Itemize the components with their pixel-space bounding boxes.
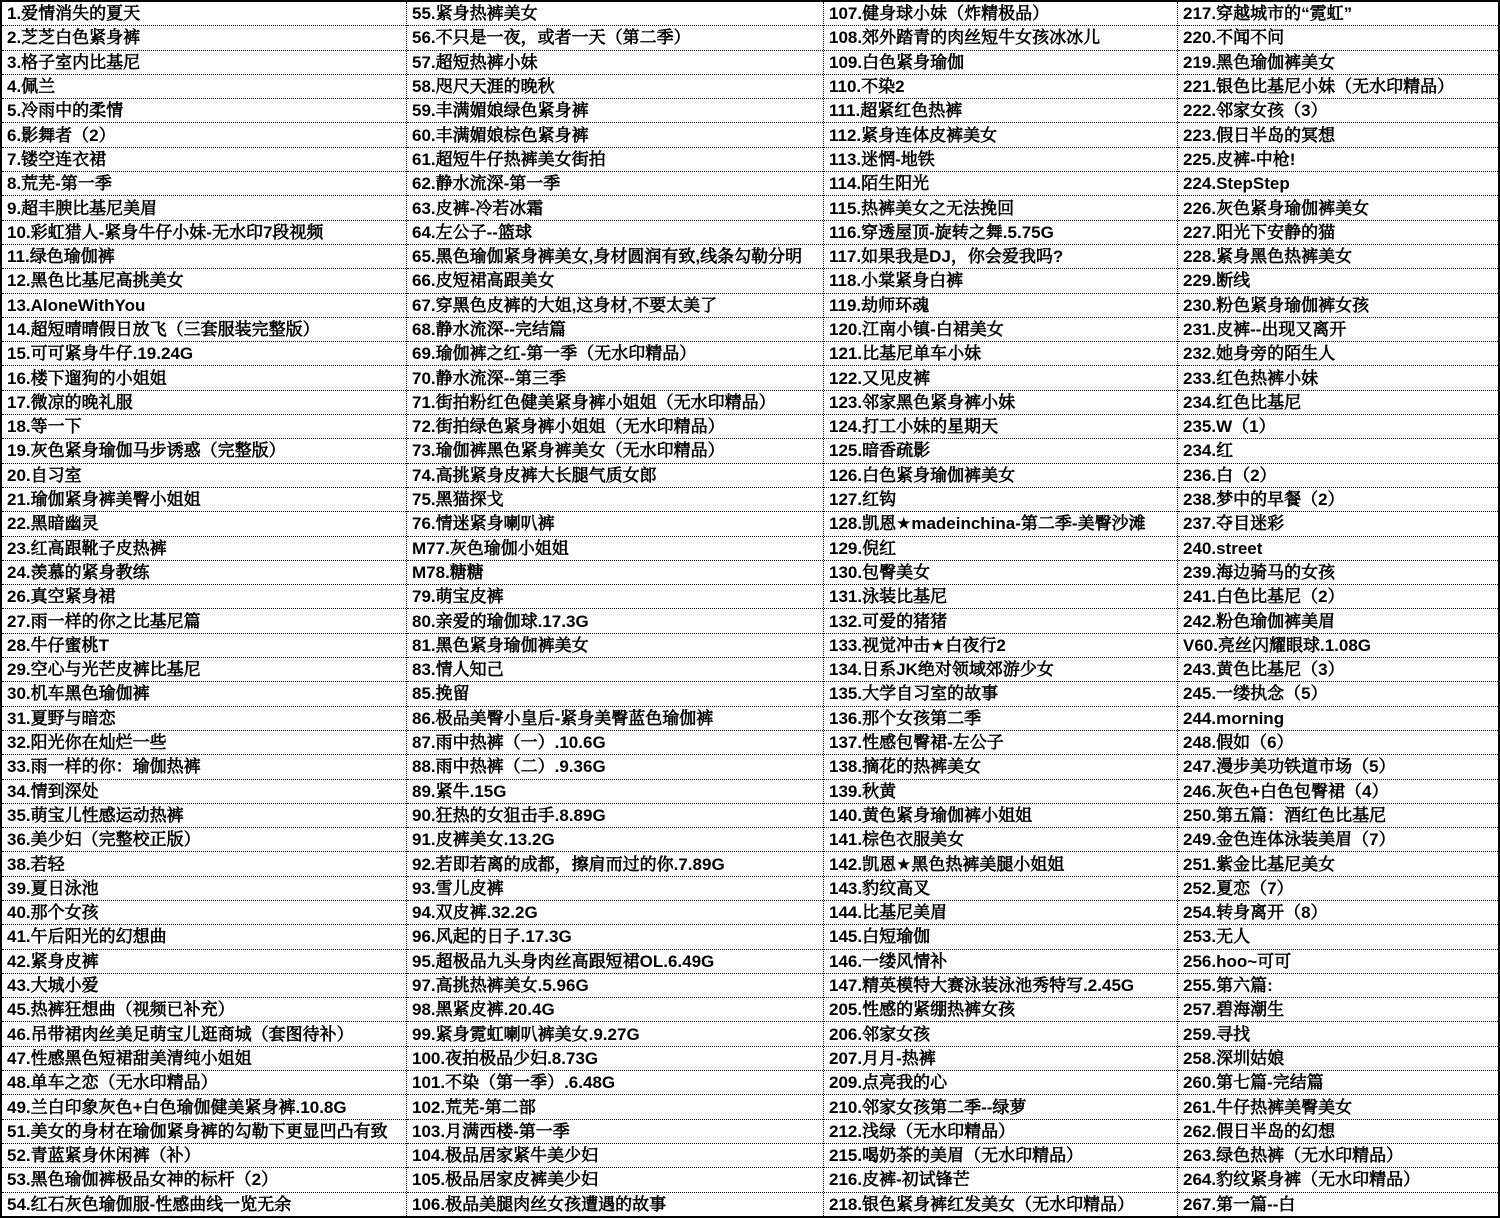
list-item[interactable]: 64.左公子--篮球 [407, 221, 823, 245]
list-item[interactable]: 138.摘花的热裤美女 [824, 755, 1177, 779]
list-item[interactable]: 57.超短热裤小妹 [407, 51, 823, 75]
list-item[interactable]: 215.喝奶茶的美眉（无水印精品） [824, 1144, 1177, 1168]
list-item[interactable]: 63.皮裤-冷若冰霜 [407, 196, 823, 220]
list-item[interactable]: 7.镂空连衣裙 [2, 148, 406, 172]
list-item[interactable]: M77.灰色瑜伽小姐姐 [407, 537, 823, 561]
table-column-1 [2, 2, 407, 1216]
list-item[interactable]: 43.大城小爱 [2, 974, 406, 998]
list-item[interactable]: 93.雪儿皮裤 [407, 877, 823, 901]
list-item[interactable]: 119.劫师环魂 [824, 294, 1177, 318]
list-item[interactable]: 105.极品居家皮裤美少妇 [407, 1168, 823, 1192]
list-item[interactable]: 109.白色紧身瑜伽 [824, 51, 1177, 75]
list-item[interactable]: 4.佩兰 [2, 75, 406, 99]
list-item[interactable]: 18.等一下 [2, 415, 406, 439]
list-item[interactable]: 129.倪红 [824, 537, 1177, 561]
list-item[interactable]: 223.假日半岛的冥想 [1178, 123, 1498, 147]
list-item[interactable]: 68.静水流深--完结篇 [407, 318, 823, 342]
list-item[interactable]: 89.紧牛.15G [407, 780, 823, 804]
list-item[interactable]: 239.海边骑马的女孩 [1178, 561, 1498, 585]
list-item[interactable]: 14.超短晴晴假日放飞（三套服装完整版） [2, 318, 406, 342]
list-item[interactable]: 41.午后阳光的幻想曲 [2, 925, 406, 949]
list-item[interactable]: 34.情到深处 [2, 780, 406, 804]
list-item[interactable]: 252.夏恋（7） [1178, 877, 1498, 901]
list-item[interactable]: 11.绿色瑜伽裤 [2, 245, 406, 269]
list-item[interactable]: 219.黑色瑜伽裤美女 [1178, 51, 1498, 75]
list-item[interactable]: 59.丰满媚娘绿色紧身裤 [407, 99, 823, 123]
list-item[interactable]: 87.雨中热裤（一）.10.6G [407, 731, 823, 755]
list-item[interactable]: 30.机车黑色瑜伽裤 [2, 682, 406, 706]
list-item[interactable]: 3.格子室内比基尼 [2, 51, 406, 75]
list-item[interactable]: 35.萌宝儿性感运动热裤 [2, 804, 406, 828]
list-item[interactable]: 31.夏野与暗恋 [2, 707, 406, 731]
list-item[interactable]: 73.瑜伽裤黑色紧身裤美女（无水印精品） [407, 439, 823, 463]
list-item[interactable]: 257.碧海潮生 [1178, 998, 1498, 1022]
list-item[interactable]: 267.第一篇--白 [1183, 1194, 1296, 1214]
list-item[interactable]: 230.粉色紧身瑜伽裤女孩 [1178, 294, 1498, 318]
list-item[interactable]: 229.断线 [1178, 269, 1498, 293]
list-item[interactable]: 263.绿色热裤（无水印精品） [1178, 1144, 1498, 1168]
list-item[interactable]: 97.高挑热裤美女.5.96G [407, 974, 823, 998]
list-item[interactable]: 80.亲爱的瑜伽球.17.3G [407, 609, 823, 633]
list-item[interactable]: 206.邻家女孩 [824, 1022, 1177, 1046]
list-item[interactable]: 94.双皮裤.32.2G [407, 901, 823, 925]
list-item[interactable]: 235.W（1） [1178, 415, 1498, 439]
list-item[interactable]: 232.她身旁的陌生人 [1178, 342, 1498, 366]
list-item[interactable]: 218.银色紧身裤红发美女（无水印精品） [829, 1194, 1135, 1214]
list-item[interactable]: 140.黄色紧身瑜伽裤小姐姐 [824, 804, 1177, 828]
list-item[interactable]: 71.街拍粉红色健美紧身裤小姐姐（无水印精品） [407, 391, 823, 415]
list-item[interactable]: 246.灰色+白色包臀裙（4） [1178, 780, 1498, 804]
list-item[interactable]: 75.黑猫探戈 [407, 488, 823, 512]
list-item[interactable]: 90.狂热的女狙击手.8.89G [407, 804, 823, 828]
list-item[interactable]: 262.假日半岛的幻想 [1178, 1120, 1498, 1144]
list-item[interactable]: 209.点亮我的心 [824, 1071, 1177, 1095]
list-item[interactable]: 253.无人 [1178, 925, 1498, 949]
list-item[interactable]: 9.超丰腴比基尼美眉 [2, 196, 406, 220]
list-item[interactable]: 117.如果我是DJ，你会爱我吗? [824, 245, 1177, 269]
list-item[interactable]: 81.黑色紧身瑜伽裤美女 [407, 634, 823, 658]
list-item[interactable]: 141.棕色衣服美女 [824, 828, 1177, 852]
list-item[interactable]: 86.极品美臀小皇后-紧身美臀蓝色瑜伽裤 [407, 707, 823, 731]
table-column-4 [1178, 2, 1498, 1216]
list-item[interactable]: 33.雨一样的你：瑜伽热裤 [2, 755, 406, 779]
list-item[interactable]: 39.夏日泳池 [2, 877, 406, 901]
list-item[interactable]: 220.不闻不问 [1178, 26, 1498, 50]
list-item[interactable]: 205.性感的紧绷热裤女孩 [824, 998, 1177, 1022]
list-item[interactable]: 142.凯恩★黑色热裤美腿小姐姐 [824, 852, 1177, 876]
list-item[interactable]: 221.银色比基尼小妹（无水印精品） [1178, 75, 1498, 99]
list-item[interactable]: 144.比基尼美眉 [824, 901, 1177, 925]
list-item[interactable]: 136.那个女孩第二季 [824, 707, 1177, 731]
list-item[interactable]: 116.穿透屋顶-旋转之舞.5.75G [824, 221, 1177, 245]
list-item[interactable]: 225.皮裤-中枪! [1178, 148, 1498, 172]
list-item[interactable]: 5.冷雨中的柔情 [2, 99, 406, 123]
list-item[interactable]: 79.萌宝皮裤 [407, 585, 823, 609]
list-item[interactable]: 264.豹纹紧身裤（无水印精品） [1178, 1168, 1498, 1192]
list-item[interactable]: 104.极品居家紧牛美少妇 [407, 1144, 823, 1168]
list-item[interactable]: 238.梦中的早餐（2） [1178, 488, 1498, 512]
list-item[interactable]: 244.morning [1178, 707, 1498, 731]
list-item[interactable]: 102.荒芜-第二部 [407, 1095, 823, 1119]
list-item[interactable]: 224.StepStep [1178, 172, 1498, 196]
list-item[interactable]: 21.瑜伽紧身裤美臀小姐姐 [2, 488, 406, 512]
list-item[interactable]: 66.皮短裙高跟美女 [407, 269, 823, 293]
list-item[interactable]: M78.糖糖 [407, 561, 823, 585]
list-item[interactable]: 131.泳装比基尼 [824, 585, 1177, 609]
list-item[interactable]: 245.一缕执念（5） [1178, 682, 1498, 706]
list-item[interactable]: 103.月满西楼-第一季 [407, 1120, 823, 1144]
list-item[interactable]: 47.性感黑色短裙甜美清纯小姐姐 [2, 1047, 406, 1071]
list-item[interactable]: 137.性感包臀裙-左公子 [824, 731, 1177, 755]
list-item[interactable]: 134.日系JK绝对领域郊游少女 [824, 658, 1177, 682]
list-item[interactable]: 250.第五篇：酒红色比基尼 [1178, 804, 1498, 828]
list-item[interactable]: 143.豹纹高叉 [824, 877, 1177, 901]
list-item[interactable]: 55.紧身热裤美女 [407, 2, 823, 26]
list-item[interactable]: 92.若即若离的成都，擦肩而过的你.7.89G [407, 852, 823, 876]
list-item[interactable]: 22.黑暗幽灵 [2, 512, 406, 536]
list-item[interactable]: 62.静水流深-第一季 [407, 172, 823, 196]
list-item[interactable]: 28.牛仔蜜桃T [2, 634, 406, 658]
list-item[interactable]: 111.超紧红色热裤 [824, 99, 1177, 123]
list-item[interactable]: 29.空心与光芒皮裤比基尼 [2, 658, 406, 682]
list-item[interactable]: 258.深圳姑娘 [1178, 1047, 1498, 1071]
list-item[interactable]: 240.street [1178, 537, 1498, 561]
list-item[interactable]: 51.美女的身材在瑜伽紧身裤的勾勒下更显凹凸有致 [2, 1120, 406, 1144]
list-item[interactable]: 118.小棠紧身白裤 [824, 269, 1177, 293]
list-item[interactable]: 70.静水流深--第三季 [407, 366, 823, 390]
list-item[interactable]: 242.粉色瑜伽裤美眉 [1178, 609, 1498, 633]
list-item[interactable]: 85.挽留 [407, 682, 823, 706]
list-item[interactable]: 231.皮裤--出现又离开 [1178, 318, 1498, 342]
list-item[interactable]: 124.打工小妹的星期天 [824, 415, 1177, 439]
list-item[interactable]: 226.灰色紧身瑜伽裤美女 [1178, 196, 1498, 220]
list-item[interactable]: 96.风起的日子.17.3G [407, 925, 823, 949]
list-item[interactable]: 113.迷惘-地铁 [824, 148, 1177, 172]
list-item[interactable]: 10.彩虹猎人-紧身牛仔小妹-无水印7段视频 [2, 221, 406, 245]
list-item[interactable]: 16.楼下遛狗的小姐姐 [2, 366, 406, 390]
list-item[interactable]: 72.街拍绿色紧身裤小姐姐（无水印精品） [407, 415, 823, 439]
list-item[interactable]: 112.紧身连体皮裤美女 [824, 123, 1177, 147]
list-item[interactable]: 61.超短牛仔热裤美女街拍 [407, 148, 823, 172]
list-item[interactable]: 40.那个女孩 [2, 901, 406, 925]
list-item[interactable]: 8.荒芜-第一季 [2, 172, 406, 196]
list-item[interactable]: 1.爱情消失的夏天 [2, 2, 406, 26]
list-item[interactable]: 45.热裤狂想曲（视频已补充） [2, 998, 406, 1022]
list-item[interactable]: 228.紧身黑色热裤美女 [1178, 245, 1498, 269]
list-item[interactable]: 53.黑色瑜伽裤极品女神的标杆（2） [2, 1168, 406, 1192]
list-item[interactable]: 237.夺目迷彩 [1178, 512, 1498, 536]
list-item[interactable]: 135.大学自习室的故事 [824, 682, 1177, 706]
list-item[interactable]: 91.皮裤美女.13.2G [407, 828, 823, 852]
list-item[interactable]: 236.白（2） [1178, 464, 1498, 488]
list-item[interactable]: 130.包臀美女 [824, 561, 1177, 585]
list-item[interactable]: 32.阳光你在灿烂一些 [2, 731, 406, 755]
list-item[interactable]: 23.红高跟靴子皮热裤 [2, 537, 406, 561]
list-item[interactable]: 247.漫步美功铁道市场（5） [1178, 755, 1498, 779]
list-item[interactable]: 48.单车之恋（无水印精品） [2, 1071, 406, 1095]
list-item[interactable]: 60.丰满媚娘棕色紧身裤 [407, 123, 823, 147]
list-item[interactable]: 249.金色连体泳装美眉（7） [1178, 828, 1498, 852]
list-item[interactable]: 17.微凉的晚礼服 [2, 391, 406, 415]
list-item[interactable]: V60.亮丝闪耀眼球.1.08G [1178, 634, 1498, 658]
list-item[interactable]: 106.极品美腿肉丝女孩遭遇的故事 [412, 1194, 667, 1214]
list-item[interactable]: 217.穿越城市的“霓虹” [1178, 2, 1498, 26]
list-item[interactable]: 88.雨中热裤（二）.9.36G [407, 755, 823, 779]
list-item[interactable]: 133.视觉冲击★白夜行2 [824, 634, 1177, 658]
list-item[interactable]: 207.月月-热裤 [824, 1047, 1177, 1071]
list-item[interactable]: 38.若轻 [2, 852, 406, 876]
list-item[interactable]: 146.一缕风情补 [824, 950, 1177, 974]
list-item[interactable]: 127.红钩 [824, 488, 1177, 512]
list-item[interactable]: 248.假如（6） [1178, 731, 1498, 755]
list-item[interactable]: 234.红 [1178, 439, 1498, 463]
list-item[interactable]: 56.不只是一夜，或者一天（第二季） [407, 26, 823, 50]
list-item[interactable]: 128.凯恩★madeinchina-第二季-美臀沙滩 [824, 512, 1177, 536]
list-item[interactable]: 65.黑色瑜伽紧身裤美女,身材圆润有致,线条勾勒分明 [407, 245, 823, 269]
list-item[interactable]: 12.黑色比基尼高挑美女 [2, 269, 406, 293]
list-item[interactable]: 42.紧身皮裤 [2, 950, 406, 974]
list-item[interactable]: 46.吊带裙肉丝美足萌宝儿逛商城（套图待补） [2, 1022, 406, 1046]
list-item[interactable]: 114.陌生阳光 [824, 172, 1177, 196]
list-item[interactable]: 227.阳光下安静的猫 [1178, 221, 1498, 245]
list-item[interactable]: 101.不染（第一季）.6.48G [407, 1071, 823, 1095]
list-item[interactable]: 20.自习室 [2, 464, 406, 488]
list-item[interactable]: 233.红色热裤小妹 [1178, 366, 1498, 390]
list-item[interactable]: 95.超极品九头身肉丝高跟短裙OL.6.49G [407, 950, 823, 974]
list-item[interactable]: 110.不染2 [824, 75, 1177, 99]
list-item[interactable]: 212.浅绿（无水印精品） [824, 1120, 1177, 1144]
list-item[interactable]: 6.影舞者（2） [2, 123, 406, 147]
list-item[interactable]: 145.白短瑜伽 [824, 925, 1177, 949]
list-item[interactable]: 255.第六篇: [1178, 974, 1498, 998]
list-item[interactable]: 67.穿黑色皮裤的大姐,这身材,不要太美了 [407, 294, 823, 318]
list-item[interactable]: 69.瑜伽裤之红-第一季（无水印精品） [407, 342, 823, 366]
list-item[interactable]: 27.雨一样的你之比基尼篇 [2, 609, 406, 633]
table-column-3 [824, 2, 1178, 1216]
list-item[interactable]: 259.寻找 [1178, 1022, 1498, 1046]
list-item[interactable]: 123.邻家黑色紧身裤小妹 [824, 391, 1177, 415]
list-item[interactable]: 107.健身球小妹（炸精极品） [824, 2, 1177, 26]
list-item[interactable]: 241.白色比基尼（2） [1178, 585, 1498, 609]
list-item[interactable]: 52.青蓝紧身休闲裤（补） [2, 1144, 406, 1168]
list-item[interactable]: 2.芝芝白色紧身裤 [2, 26, 406, 50]
list-item[interactable]: 121.比基尼单车小妹 [824, 342, 1177, 366]
list-item[interactable]: 100.夜拍极品少妇.8.73G [407, 1047, 823, 1071]
list-item[interactable]: 139.秋黄 [824, 780, 1177, 804]
list-item[interactable]: 74.高挑紧身皮裤大长腿气质女郎 [407, 464, 823, 488]
list-item[interactable]: 108.郊外踏青的肉丝短牛女孩冰冰儿 [824, 26, 1177, 50]
list-item[interactable]: 36.美少妇（完整校正版） [2, 828, 406, 852]
list-item[interactable]: 122.又见皮裤 [824, 366, 1177, 390]
list-item[interactable]: 58.咫尺天涯的晚秋 [407, 75, 823, 99]
list-item[interactable]: 243.黄色比基尼（3） [1178, 658, 1498, 682]
list-item[interactable]: 26.真空紧身裙 [2, 585, 406, 609]
list-item[interactable]: 234.红色比基尼 [1178, 391, 1498, 415]
list-item[interactable]: 126.白色紧身瑜伽裤美女 [824, 464, 1177, 488]
list-item[interactable]: 15.可可紧身牛仔.19.24G [2, 342, 406, 366]
list-item[interactable]: 99.紧身霓虹喇叭裤美女.9.27G [407, 1022, 823, 1046]
list-item[interactable]: 24.羡慕的紧身教练 [2, 561, 406, 585]
list-item[interactable]: 260.第七篇-完结篇 [1178, 1071, 1498, 1095]
list-item[interactable]: 54.红石灰色瑜伽服-性感曲线一览无余 [7, 1194, 292, 1214]
list-item[interactable]: 132.可爱的猪猪 [824, 609, 1177, 633]
list-item[interactable]: 254.转身离开（8） [1178, 901, 1498, 925]
list-item[interactable]: 83.情人知己 [407, 658, 823, 682]
list-item[interactable]: 115.热裤美女之无法挽回 [824, 196, 1177, 220]
table-column-2 [407, 2, 824, 1216]
list-item[interactable]: 251.紫金比基尼美女 [1178, 852, 1498, 876]
list-item[interactable]: 76.情迷紧身喇叭裤 [407, 512, 823, 536]
list-item[interactable]: 120.江南小镇-白裙美女 [824, 318, 1177, 342]
list-item[interactable]: 19.灰色紧身瑜伽马步诱惑（完整版） [2, 439, 406, 463]
list-item[interactable]: 98.黑紧皮裤.20.4G [407, 998, 823, 1022]
list-item[interactable]: 49.兰白印象灰色+白色瑜伽健美紧身裤.10.8G [2, 1095, 406, 1119]
list-item[interactable]: 13.AloneWithYou [2, 294, 406, 318]
list-item[interactable]: 222.邻家女孩（3） [1178, 99, 1498, 123]
list-item[interactable]: 261.牛仔热裤美臀美女 [1178, 1095, 1498, 1119]
list-item[interactable]: 210.邻家女孩第二季--绿萝 [824, 1095, 1177, 1119]
list-item[interactable]: 147.精英模特大赛泳装泳池秀特写.2.45G [824, 974, 1177, 998]
list-item[interactable]: 125.暗香疏影 [824, 439, 1177, 463]
list-item[interactable]: 216.皮裤-初试锋芒 [824, 1168, 1177, 1192]
list-item[interactable]: 256.hoo~可可 [1178, 950, 1498, 974]
